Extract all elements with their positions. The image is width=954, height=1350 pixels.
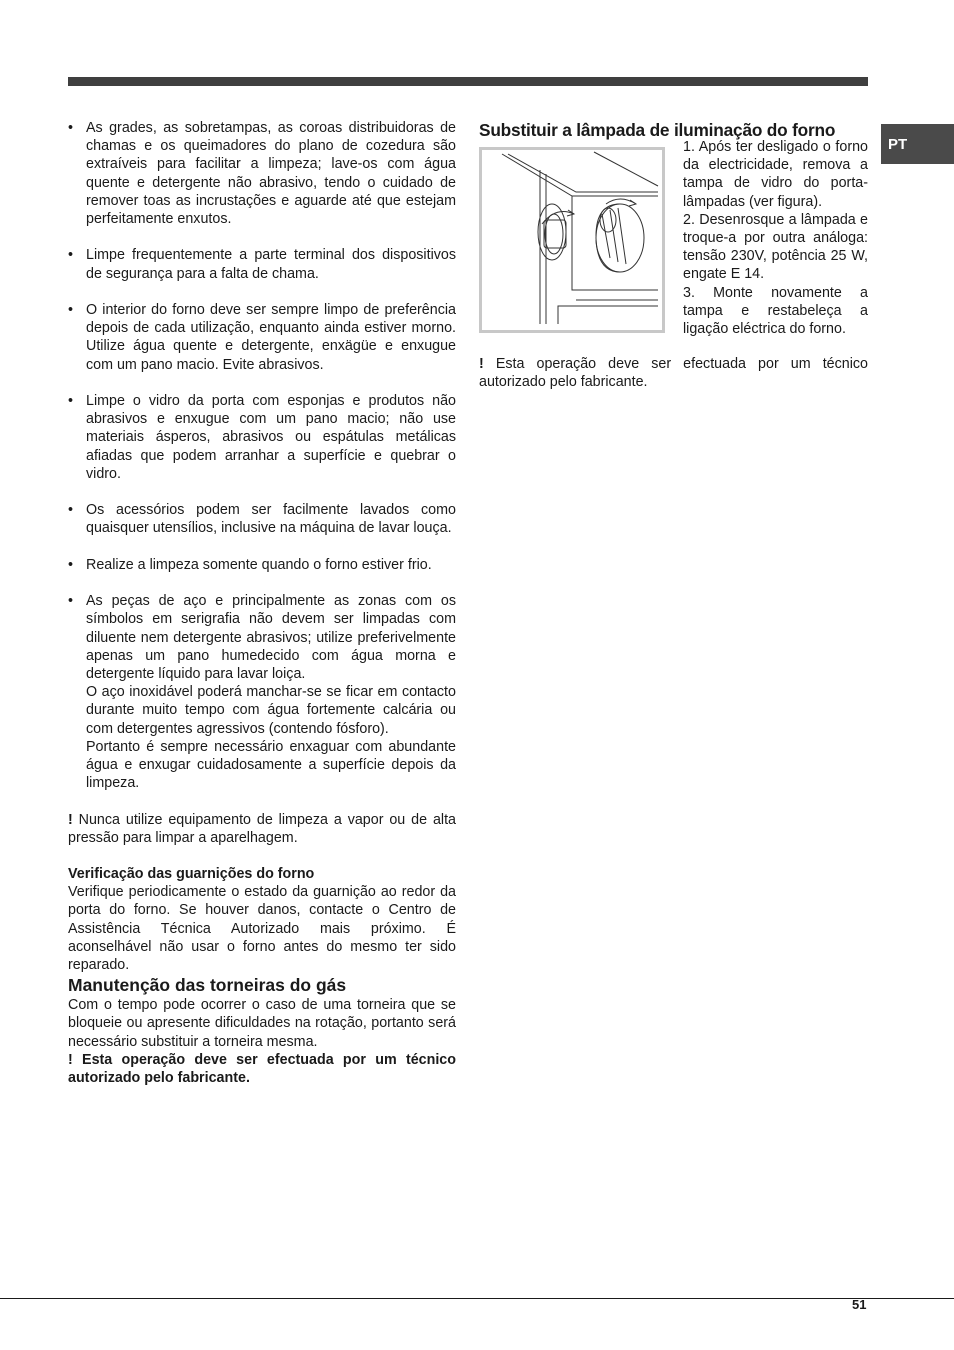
lamp-illustration <box>482 150 662 330</box>
bullet-paragraph: Portanto é sempre necessário enxaguar com abundante água e enxugar cuidadosamente a superfície depois da limpeza. <box>86 738 456 792</box>
lamp-steps <box>683 138 868 338</box>
left-column <box>68 119 456 1087</box>
page-number: 51 <box>852 1297 867 1312</box>
bullet-item <box>68 119 456 228</box>
bullet-item <box>68 392 456 483</box>
lamp-figure <box>479 147 665 333</box>
lamp-section-title: Substituir a lâmpada de iluminação do forno <box>479 120 836 140</box>
bullet-paragraph: O aço inoxidável poderá manchar-se se ficar em contacto durante muito tempo com água fortemente calcária ou com detergentes agressivos (contendo fósforo). <box>86 684 456 737</box>
bullet-paragraph: • As grades, as sobretampas, as coroas distribuidoras de chamas e os queimadores do plano de cozedura são extraíveis para facilitar a limpeza; lave-os com água quente e detergente não abrasivo, tendo o cuidado de remover toas as incrustações e aguarde até que estejam perfeitamente enxutos. <box>86 120 456 228</box>
warning-mark: ! <box>68 811 73 828</box>
steam-warning <box>68 811 456 847</box>
warning-mark: ! <box>479 356 484 373</box>
footer-rule <box>0 1298 954 1299</box>
bullet-paragraph: • Limpe frequentemente a parte terminal dos dispositivos de segurança para a falta de chama. <box>86 247 456 282</box>
bullet-item <box>68 592 456 792</box>
header-bar <box>68 77 868 86</box>
lamp-figure-row <box>479 139 868 338</box>
bullet-paragraph: • O interior do forno deve ser sempre limpo de preferência depois de cada utilização, enquanto ainda estiver morno. Utilize água quente e detergente, enxägüe e enxugue com um pano macio. Evite abrasivos. <box>86 302 456 373</box>
taps-warning: ! Esta operação deve ser efectuada por um técnico autorizado pelo fabricante. <box>68 1051 456 1087</box>
right-column <box>479 119 868 392</box>
bullet-item <box>68 301 456 374</box>
bullet-paragraph: • Realize a limpeza somente quando o forno estiver frio. <box>86 556 432 573</box>
taps-text: Com o tempo pode ocorrer o caso de uma torneira que se bloqueie ou apresente dificuldades na rotação, portanto será necessário substituir a torneira mesma. <box>68 997 456 1050</box>
bullet-item <box>68 501 456 537</box>
steam-warning-text: Nunca utilize equipamento de limpeza a vapor ou de alta pressão para limpar a aparelhagem. <box>68 811 456 846</box>
language-tab: PT <box>881 124 954 164</box>
bullet-paragraph: • Limpe o vidro da porta com esponjas e produtos não abrasivos e enxugue com um pano macio; não use materiais ásperos, abrasivos ou espátulas metálicas afiadas que podem arranhar a superfície e quebrar o vidro. <box>86 393 456 482</box>
taps-heading: Manutenção das torneiras do gás <box>68 975 347 996</box>
lamp-step-2: 2. Desenrosque a lâmpada e troque-a por outra análoga: tensão 230V, potência 25 W, engate E 14. <box>683 211 868 283</box>
bullet-paragraph: • As peças de aço e principalmente as zonas com os símbolos em serigrafia não devem ser limpadas com diluente nem detergente abrasivos; utilize preferivelmente apenas um pano humedecido com água morna e detergente líquido para lavar loiça. <box>86 593 456 682</box>
lamp-warning <box>479 355 868 391</box>
lamp-step-3: 3. Monte novamente a tampa e restabeleça a ligação eléctrica do forno. <box>683 284 868 338</box>
lamp-step-1: 1. Após ter desligado o forno da electricidade, remova a tampa de vidro do porta-lâmpadas (ver figura). <box>683 139 868 210</box>
bullet-item <box>68 556 456 574</box>
lamp-warning-text: Esta operação deve ser efectuada por um técnico autorizado pelo fabricante. <box>479 356 868 391</box>
gasket-text: Verifique periodicamente o estado da guarnição ao redor da porta do forno. Se houver danos, contacte o Centro de Assistência Técnica Autorizado mais próximo. É aconselhável não usar o forno antes do mesmo ter sido reparado. <box>68 884 456 974</box>
gasket-heading: Verificação das guarnições do forno <box>68 866 315 883</box>
bullet-item <box>68 246 456 282</box>
cleaning-bullet-list <box>68 119 456 792</box>
bullet-paragraph: • Os acessórios podem ser facilmente lavados como quaisquer utensílios, inclusive na máquina de lavar louça. <box>86 502 456 537</box>
